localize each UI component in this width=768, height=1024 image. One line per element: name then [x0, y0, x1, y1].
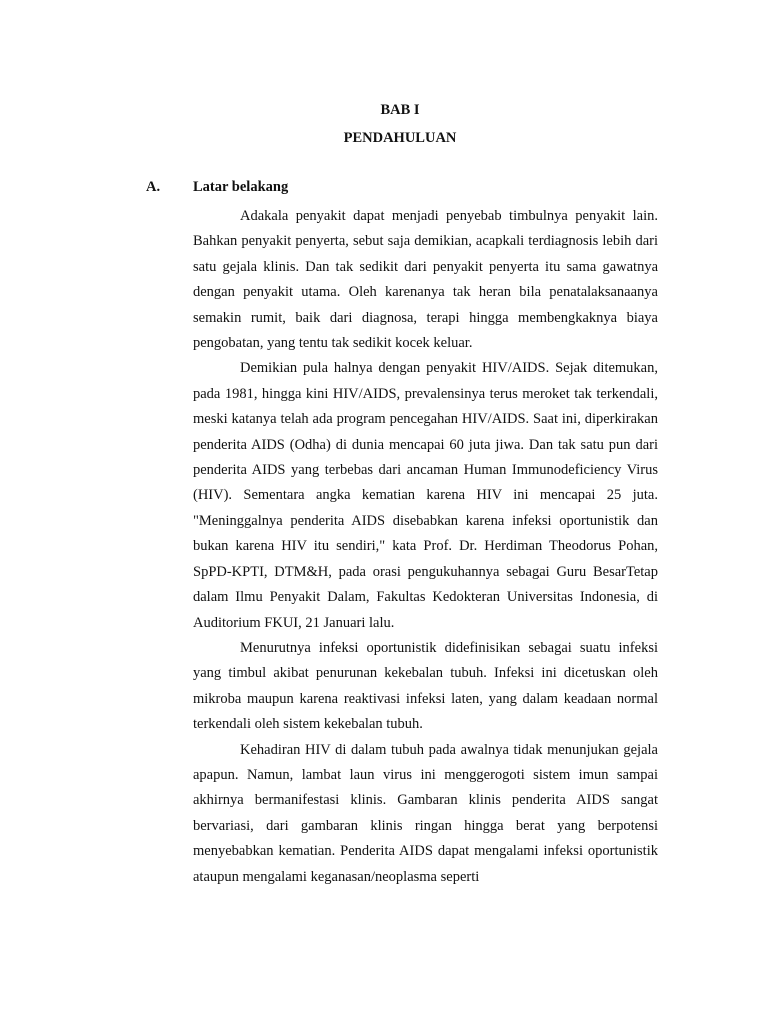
chapter-number: BAB I — [380, 102, 420, 118]
paragraph-intro: Adakala penyakit dapat menjadi penyebab timbulnya penyakit lain. Bahkan penyakit penyerta, sebut saja demikian, acapkali terdiagnosis lebih dari satu gejala klinis. Dan tak sedikit dari penyakit penyerta itu sama gawatnya dengan penyakit utama. Oleh karenanya tak heran bila penatalaksanaanya semakin rumit, baik dari diagnosa, terapi hingga membengkaknya biaya pengobatan, yang tentu tak sedikit kocek keluar. — [193, 208, 658, 352]
chapter-title: PENDAHULUAN — [343, 130, 457, 146]
paragraph-opportunistic-infection: Menurutnya infeksi oportunistik didefinisikan sebagai suatu infeksi yang timbul akibat penurunan kekebalan tubuh. Infeksi ini dicetuskan oleh mikroba maupun karena reaktivasi infeksi laten, yang dalam keadaan normal terkendali oleh sistem kekebalan tubuh. — [193, 639, 658, 733]
paragraph-hiv-aids: Demikian pula halnya dengan penyakit HIV/AIDS. Sejak ditemukan, pada 1981, hingga kini HIV/AIDS, prevalensinya terus meroket tak terkendali, meski katanya telah ada program pencegahan HIV/AIDS. Saat ini, diperkirakan penderita AIDS (Odha) di dunia mencapai 60 juta jiwa. Dan tak satu pun dari penderita AIDS yang terbebas dari ancaman Human Immunodeficiency Virus (HIV). Sementara angka kematian karena HIV ini mencapai 25 juta. "Meninggalnya penderita AIDS disebabkan karena infeksi oportunistik dan bukan karena HIV itu sendiri," kata Prof. Dr. Herdiman Theodorus Pohan, SpPD-KPTI, DTM&H, pada orasi pengukuhannya sebagai Guru BesarTetap dalam Ilmu Penyakit Dalam, Fakultas Kedokteran Universitas Indonesia, di Auditorium FKUI, 21 Januari lalu. — [193, 360, 658, 631]
section-heading: Latar belakang — [193, 179, 289, 195]
paragraph-clinical-manifestation: Kehadiran HIV di dalam tubuh pada awalnya tidak menunjukan gejala apapun. Namun, lambat laun virus ini menggerogoti sistem imun sampai akhirnya bermanifestasi klinis. Gambaran klinis penderita AIDS sangat bervariasi, dari gambaran klinis ringan hingga berat yang berpotensi menyebabkan kematian. Penderita AIDS dapat mengalami infeksi oportunistik ataupun mengalami keganasan/neoplasma seperti — [193, 741, 658, 885]
section-body — [193, 204, 658, 890]
section-letter: A. — [146, 179, 161, 195]
